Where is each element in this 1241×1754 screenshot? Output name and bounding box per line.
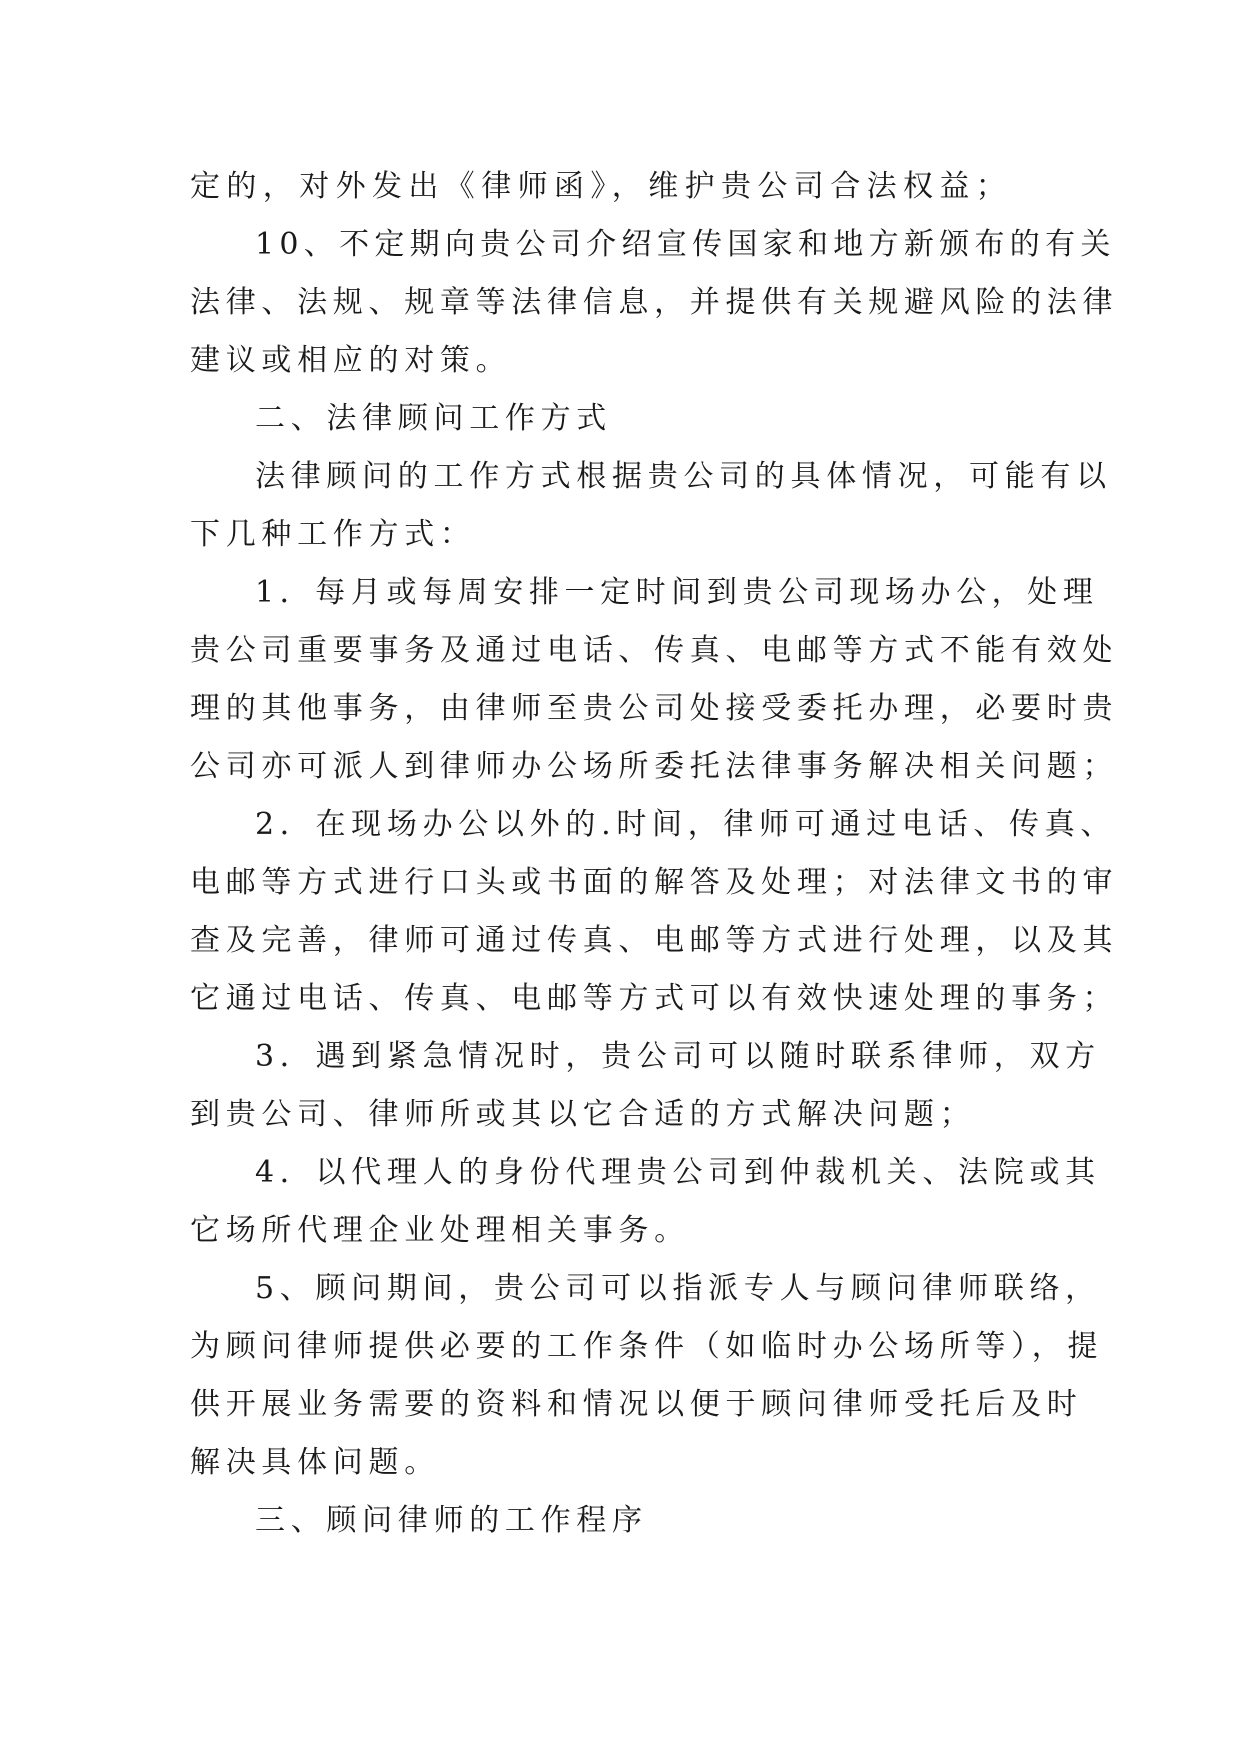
text-line: 4．以代理人的身份代理贵公司到仲裁机关、法院或其 xyxy=(255,1155,1101,1190)
text-line: 建议或相应的对策。 xyxy=(190,343,512,378)
text-line: 公司亦可派人到律师办公场所委托法律事务解决相关问题； xyxy=(190,749,1119,784)
text-line: 解决具体问题。 xyxy=(190,1445,440,1480)
text-line: 5、顾问期间，贵公司可以指派专人与顾问律师联络， xyxy=(255,1271,1101,1306)
text-line: 3．遇到紧急情况时，贵公司可以随时联系律师，双方 xyxy=(255,1039,1101,1074)
text-line: 10、不定期向贵公司介绍宣传国家和地方新颁布的有关 xyxy=(255,227,1116,262)
text-line: 它通过电话、传真、电邮等方式可以有效快速处理的事务； xyxy=(190,981,1119,1016)
text-line: 理的其他事务，由律师至贵公司处接受委托办理，必要时贵 xyxy=(190,691,1119,726)
text-line: 为顾问律师提供必要的工作条件（如临时办公场所等），提 xyxy=(190,1329,1104,1364)
text-line: 到贵公司、律师所或其以它合适的方式解决问题； xyxy=(190,1097,976,1132)
text-line: 2．在现场办公以外的.时间，律师可通过电话、传真、 xyxy=(255,807,1117,842)
text-line: 1．每月或每周安排一定时间到贵公司现场办公，处理 xyxy=(255,575,1099,610)
text-line: 法律、法规、规章等法律信息，并提供有关规避风险的法律 xyxy=(190,285,1119,320)
section-heading: 二、法律顾问工作方式 xyxy=(255,401,612,436)
text-line: 贵公司重要事务及通过电话、传真、电邮等方式不能有效处 xyxy=(190,633,1119,668)
section-heading: 三、顾问律师的工作程序 xyxy=(255,1503,648,1538)
text-line: 法律顾问的工作方式根据贵公司的具体情况，可能有以 xyxy=(255,459,1112,494)
text-line: 它场所代理企业处理相关事务。 xyxy=(190,1213,690,1248)
text-line: 下几种工作方式： xyxy=(190,517,476,552)
text-line: 查及完善，律师可通过传真、电邮等方式进行处理，以及其 xyxy=(190,923,1119,958)
text-line: 电邮等方式进行口头或书面的解答及处理；对法律文书的审 xyxy=(190,865,1119,900)
text-line: 供开展业务需要的资料和情况以便于顾问律师受托后及时 xyxy=(190,1387,1083,1422)
text-line: 定的，对外发出《律师函》，维护贵公司合法权益； xyxy=(190,169,1013,204)
